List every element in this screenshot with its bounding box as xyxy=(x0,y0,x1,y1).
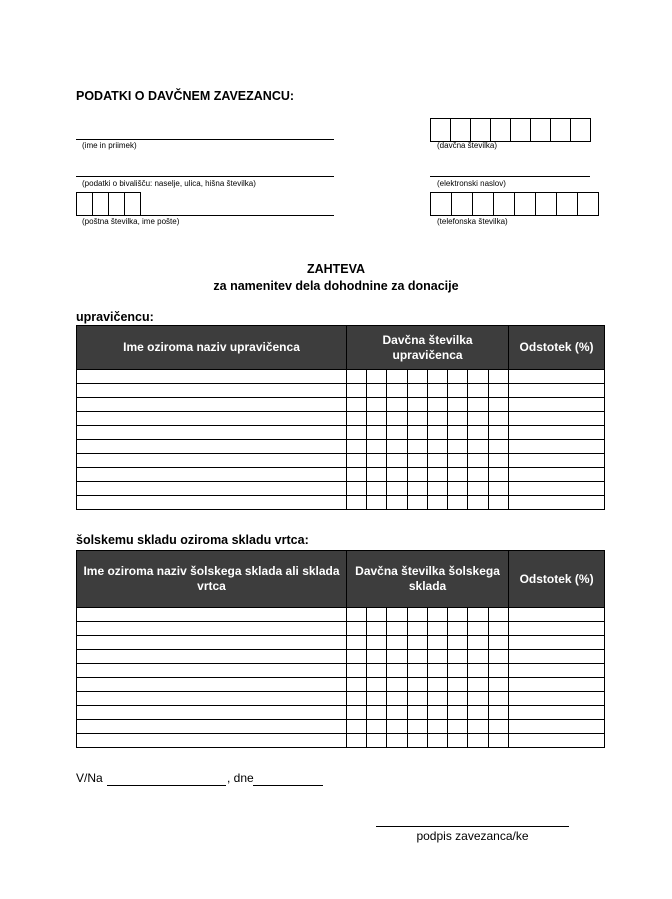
beneficiary-tax-digit-cell[interactable] xyxy=(408,384,428,398)
beneficiary-row xyxy=(77,426,605,440)
beneficiary-tax-digit-cell[interactable] xyxy=(408,468,428,482)
school-fund-tax-digit-cell[interactable] xyxy=(489,720,509,734)
school-fund-tax-digit-cell[interactable] xyxy=(468,622,489,636)
beneficiary-tax-digit-cell[interactable] xyxy=(367,370,387,384)
school-fund-tax-digit-cell[interactable] xyxy=(448,720,468,734)
school-fund-name-cell[interactable] xyxy=(77,664,347,678)
signature-label: podpis zavezanca/ke xyxy=(416,829,529,843)
beneficiary-tax-digit-cell[interactable] xyxy=(428,440,448,454)
beneficiary-tax-digit-cell[interactable] xyxy=(428,412,448,426)
beneficiary-tax-digit-cell[interactable] xyxy=(367,496,387,510)
school-fund-percent-cell[interactable] xyxy=(509,664,605,678)
school-fund-tax-digit-cell[interactable] xyxy=(428,692,448,706)
school-fund-tax-digit-cell[interactable] xyxy=(468,608,489,622)
beneficiary-percent-cell[interactable] xyxy=(509,440,605,454)
beneficiary-tax-digit-cell[interactable] xyxy=(428,496,448,510)
beneficiary-tax-digit-cell[interactable] xyxy=(347,468,367,482)
school-fund-percent-cell[interactable] xyxy=(509,608,605,622)
beneficiary-tax-digit-cell[interactable] xyxy=(428,454,448,468)
beneficiary-tax-digit-cell[interactable] xyxy=(448,370,468,384)
beneficiary-row xyxy=(77,496,605,510)
beneficiary-percent-cell[interactable] xyxy=(509,412,605,426)
beneficiary-name-cell[interactable] xyxy=(77,440,347,454)
phone-field-label: (telefonska številka) xyxy=(437,217,508,226)
tax-number-boxes[interactable] xyxy=(430,118,591,142)
taxpayer-section-title: PODATKI O DAVČNEM ZAVEZANCU: xyxy=(76,89,295,103)
beneficiary-tax-digit-cell[interactable] xyxy=(489,384,509,398)
email-field-label: (elektronski naslov) xyxy=(437,179,506,188)
school-fund-tax-digit-cell[interactable] xyxy=(489,608,509,622)
beneficiary-name-cell[interactable] xyxy=(77,412,347,426)
school-fund-tax-digit-cell[interactable] xyxy=(367,678,387,692)
school-fund-percent-cell[interactable] xyxy=(509,622,605,636)
place-label: V/Na xyxy=(76,771,103,785)
school-fund-tax-header: Davčna številka šolskega sklada xyxy=(347,551,509,608)
beneficiary-tax-digit-cell[interactable] xyxy=(468,468,489,482)
school-fund-tax-digit-cell[interactable] xyxy=(489,664,509,678)
school-fund-percent-header: Odstotek (%) xyxy=(509,551,605,608)
school-fund-tax-digit-cell[interactable] xyxy=(428,706,448,720)
beneficiary-tax-digit-cell[interactable] xyxy=(347,482,367,496)
request-title: ZAHTEVA xyxy=(306,262,366,276)
school-fund-tax-digit-cell[interactable] xyxy=(408,608,428,622)
beneficiary-tax-digit-cell[interactable] xyxy=(448,496,468,510)
school-fund-tax-digit-cell[interactable] xyxy=(448,678,468,692)
school-fund-tax-digit-cell[interactable] xyxy=(387,720,408,734)
beneficiary-tax-digit-cell[interactable] xyxy=(408,412,428,426)
school-fund-name-cell[interactable] xyxy=(77,734,347,748)
beneficiary-tax-digit-cell[interactable] xyxy=(448,384,468,398)
school-fund-row xyxy=(77,636,605,650)
school-fund-row xyxy=(77,608,605,622)
beneficiary-tax-digit-cell[interactable] xyxy=(367,440,387,454)
school-fund-tax-digit-cell[interactable] xyxy=(468,664,489,678)
beneficiary-tax-digit-cell[interactable] xyxy=(387,384,408,398)
school-fund-tax-digit-cell[interactable] xyxy=(408,692,428,706)
school-fund-tax-digit-cell[interactable] xyxy=(347,636,367,650)
school-fund-tax-digit-cell[interactable] xyxy=(468,678,489,692)
school-fund-tax-digit-cell[interactable] xyxy=(468,650,489,664)
beneficiary-name-cell[interactable] xyxy=(77,384,347,398)
beneficiary-tax-digit-cell[interactable] xyxy=(428,384,448,398)
beneficiary-tax-digit-cell[interactable] xyxy=(468,496,489,510)
school-fund-tax-digit-cell[interactable] xyxy=(448,734,468,748)
beneficiary-row xyxy=(77,412,605,426)
school-fund-tax-digit-cell[interactable] xyxy=(448,706,468,720)
beneficiary-tax-digit-cell[interactable] xyxy=(468,426,489,440)
beneficiary-name-cell[interactable] xyxy=(77,398,347,412)
beneficiary-tax-digit-cell[interactable] xyxy=(367,482,387,496)
beneficiary-tax-digit-cell[interactable] xyxy=(387,412,408,426)
beneficiary-percent-cell[interactable] xyxy=(509,468,605,482)
beneficiary-tax-digit-cell[interactable] xyxy=(347,440,367,454)
school-fund-tax-digit-cell[interactable] xyxy=(367,636,387,650)
school-fund-tax-digit-cell[interactable] xyxy=(489,692,509,706)
school-fund-tax-digit-cell[interactable] xyxy=(448,664,468,678)
school-fund-tax-digit-cell[interactable] xyxy=(387,608,408,622)
beneficiary-tax-digit-cell[interactable] xyxy=(387,454,408,468)
school-fund-tax-digit-cell[interactable] xyxy=(347,706,367,720)
school-fund-tax-digit-cell[interactable] xyxy=(387,636,408,650)
beneficiary-tax-digit-cell[interactable] xyxy=(468,384,489,398)
school-fund-tax-digit-cell[interactable] xyxy=(428,664,448,678)
beneficiary-tax-digit-cell[interactable] xyxy=(347,454,367,468)
school-fund-tax-digit-cell[interactable] xyxy=(367,650,387,664)
school-fund-tax-digit-cell[interactable] xyxy=(367,664,387,678)
tax-number-label: (davčna številka) xyxy=(437,141,498,150)
beneficiary-row xyxy=(77,454,605,468)
beneficiary-tax-digit-cell[interactable] xyxy=(448,468,468,482)
beneficiary-tax-digit-cell[interactable] xyxy=(468,454,489,468)
school-fund-name-cell[interactable] xyxy=(77,608,347,622)
school-fund-percent-cell[interactable] xyxy=(509,734,605,748)
beneficiary-percent-cell[interactable] xyxy=(509,426,605,440)
beneficiary-tax-digit-cell[interactable] xyxy=(489,482,509,496)
beneficiary-tax-digit-cell[interactable] xyxy=(448,426,468,440)
beneficiary-tax-digit-cell[interactable] xyxy=(347,384,367,398)
beneficiary-percent-cell[interactable] xyxy=(509,482,605,496)
school-fund-tax-digit-cell[interactable] xyxy=(468,636,489,650)
beneficiary-tax-digit-cell[interactable] xyxy=(448,440,468,454)
beneficiary-tax-digit-cell[interactable] xyxy=(489,468,509,482)
beneficiary-name-cell[interactable] xyxy=(77,468,347,482)
school-fund-tax-digit-cell[interactable] xyxy=(387,678,408,692)
beneficiary-tax-digit-cell[interactable] xyxy=(468,398,489,412)
beneficiary-tax-digit-cell[interactable] xyxy=(489,496,509,510)
beneficiary-name-cell[interactable] xyxy=(77,426,347,440)
school-fund-tax-digit-cell[interactable] xyxy=(367,706,387,720)
school-fund-tax-digit-cell[interactable] xyxy=(367,734,387,748)
school-fund-percent-cell[interactable] xyxy=(509,720,605,734)
date-label: , dne xyxy=(227,771,254,785)
school-fund-tax-digit-cell[interactable] xyxy=(387,706,408,720)
school-fund-tax-digit-cell[interactable] xyxy=(387,734,408,748)
school-fund-tax-digit-cell[interactable] xyxy=(448,608,468,622)
school-fund-tax-digit-cell[interactable] xyxy=(347,678,367,692)
school-fund-tax-digit-cell[interactable] xyxy=(428,720,448,734)
school-fund-tax-digit-cell[interactable] xyxy=(489,650,509,664)
school-fund-row xyxy=(77,664,605,678)
beneficiary-tax-digit-cell[interactable] xyxy=(387,482,408,496)
school-fund-name-cell[interactable] xyxy=(77,706,347,720)
beneficiary-tax-digit-cell[interactable] xyxy=(387,468,408,482)
school-fund-tax-digit-cell[interactable] xyxy=(468,706,489,720)
beneficiary-tax-digit-cell[interactable] xyxy=(347,496,367,510)
beneficiary-percent-cell[interactable] xyxy=(509,370,605,384)
school-fund-name-cell[interactable] xyxy=(77,650,347,664)
beneficiary-percent-header: Odstotek (%) xyxy=(509,326,605,370)
request-subtitle: za namenitev dela dohodnine za donacije xyxy=(213,279,459,293)
beneficiary-tax-digit-cell[interactable] xyxy=(387,496,408,510)
beneficiary-tax-digit-cell[interactable] xyxy=(408,426,428,440)
phone-number-boxes[interactable] xyxy=(430,192,599,216)
beneficiary-row xyxy=(77,440,605,454)
beneficiary-percent-cell[interactable] xyxy=(509,398,605,412)
school-fund-tax-digit-cell[interactable] xyxy=(367,608,387,622)
beneficiary-tax-digit-cell[interactable] xyxy=(489,398,509,412)
school-fund-tax-digit-cell[interactable] xyxy=(428,734,448,748)
beneficiary-tax-digit-cell[interactable] xyxy=(408,496,428,510)
beneficiary-row xyxy=(77,468,605,482)
signature-line[interactable] xyxy=(376,826,569,827)
beneficiary-row xyxy=(77,398,605,412)
school-fund-row xyxy=(77,622,605,636)
beneficiary-row xyxy=(77,370,605,384)
beneficiary-tax-digit-cell[interactable] xyxy=(367,468,387,482)
beneficiary-tax-digit-cell[interactable] xyxy=(489,440,509,454)
school-fund-table xyxy=(76,550,605,748)
school-fund-percent-cell[interactable] xyxy=(509,678,605,692)
school-fund-name-cell[interactable] xyxy=(77,720,347,734)
beneficiary-row xyxy=(77,482,605,496)
beneficiary-tax-digit-cell[interactable] xyxy=(347,370,367,384)
school-fund-percent-cell[interactable] xyxy=(509,650,605,664)
school-fund-tax-digit-cell[interactable] xyxy=(387,692,408,706)
school-fund-tax-digit-cell[interactable] xyxy=(489,622,509,636)
date-field-line[interactable] xyxy=(253,785,323,786)
school-fund-tax-digit-cell[interactable] xyxy=(387,664,408,678)
email-field-line[interactable] xyxy=(430,176,590,177)
beneficiary-tax-digit-cell[interactable] xyxy=(347,412,367,426)
beneficiary-tax-digit-cell[interactable] xyxy=(489,426,509,440)
beneficiary-name-cell[interactable] xyxy=(77,482,347,496)
beneficiary-tax-digit-cell[interactable] xyxy=(448,398,468,412)
school-fund-tax-digit-cell[interactable] xyxy=(468,692,489,706)
beneficiary-name-cell[interactable] xyxy=(77,454,347,468)
beneficiary-tax-digit-cell[interactable] xyxy=(489,454,509,468)
beneficiary-tax-digit-cell[interactable] xyxy=(347,426,367,440)
name-field-line[interactable] xyxy=(76,139,334,140)
beneficiary-tax-digit-cell[interactable] xyxy=(387,426,408,440)
beneficiary-tax-digit-cell[interactable] xyxy=(428,426,448,440)
beneficiary-percent-cell[interactable] xyxy=(509,454,605,468)
school-fund-name-header: Ime oziroma naziv šolskega sklada ali sklada vrtca xyxy=(77,551,347,608)
school-fund-tax-digit-cell[interactable] xyxy=(428,622,448,636)
school-fund-tax-digit-cell[interactable] xyxy=(347,692,367,706)
beneficiary-tax-digit-cell[interactable] xyxy=(408,370,428,384)
beneficiary-name-cell[interactable] xyxy=(77,370,347,384)
school-fund-tax-digit-cell[interactable] xyxy=(347,650,367,664)
beneficiary-table xyxy=(76,325,605,510)
school-fund-tax-digit-cell[interactable] xyxy=(347,720,367,734)
school-fund-row xyxy=(77,692,605,706)
name-field-label: (ime in priimek) xyxy=(82,141,137,150)
beneficiary-tax-digit-cell[interactable] xyxy=(489,370,509,384)
school-fund-percent-cell[interactable] xyxy=(509,692,605,706)
school-fund-tax-digit-cell[interactable] xyxy=(489,678,509,692)
beneficiary-tax-digit-cell[interactable] xyxy=(489,412,509,426)
school-fund-tax-digit-cell[interactable] xyxy=(347,664,367,678)
school-fund-tax-digit-cell[interactable] xyxy=(428,636,448,650)
school-fund-name-cell[interactable] xyxy=(77,636,347,650)
school-fund-tax-digit-cell[interactable] xyxy=(428,678,448,692)
beneficiary-tax-digit-cell[interactable] xyxy=(408,482,428,496)
beneficiary-tax-digit-cell[interactable] xyxy=(428,468,448,482)
school-fund-tax-digit-cell[interactable] xyxy=(448,636,468,650)
postal-number-boxes[interactable] xyxy=(76,192,141,216)
school-fund-tax-digit-cell[interactable] xyxy=(408,650,428,664)
beneficiary-tax-digit-cell[interactable] xyxy=(448,454,468,468)
school-fund-tax-digit-cell[interactable] xyxy=(489,734,509,748)
school-fund-tax-digit-cell[interactable] xyxy=(468,720,489,734)
beneficiary-tax-digit-cell[interactable] xyxy=(408,440,428,454)
beneficiary-tax-digit-cell[interactable] xyxy=(367,426,387,440)
beneficiary-tax-digit-cell[interactable] xyxy=(428,482,448,496)
beneficiary-tax-digit-cell[interactable] xyxy=(367,412,387,426)
school-fund-name-cell[interactable] xyxy=(77,622,347,636)
school-fund-tax-digit-cell[interactable] xyxy=(408,678,428,692)
beneficiary-tax-digit-cell[interactable] xyxy=(428,370,448,384)
school-fund-row xyxy=(77,678,605,692)
school-fund-tax-digit-cell[interactable] xyxy=(448,622,468,636)
school-fund-row xyxy=(77,650,605,664)
school-fund-row xyxy=(77,706,605,720)
beneficiary-row xyxy=(77,384,605,398)
beneficiary-name-cell[interactable] xyxy=(77,496,347,510)
beneficiary-tax-digit-cell[interactable] xyxy=(367,384,387,398)
beneficiary-percent-cell[interactable] xyxy=(509,384,605,398)
school-fund-tax-digit-cell[interactable] xyxy=(387,622,408,636)
school-fund-row xyxy=(77,734,605,748)
beneficiary-tax-digit-cell[interactable] xyxy=(347,398,367,412)
postal-field-line[interactable] xyxy=(76,215,334,216)
school-fund-tax-digit-cell[interactable] xyxy=(408,622,428,636)
school-fund-tax-digit-cell[interactable] xyxy=(428,608,448,622)
school-fund-tax-digit-cell[interactable] xyxy=(347,622,367,636)
residence-field-label: (podatki o bivališču: naselje, ulica, hišna številka) xyxy=(82,179,256,188)
school-fund-tax-digit-cell[interactable] xyxy=(367,692,387,706)
beneficiary-tax-digit-cell[interactable] xyxy=(367,454,387,468)
school-fund-row xyxy=(77,720,605,734)
school-fund-percent-cell[interactable] xyxy=(509,706,605,720)
place-field-line[interactable] xyxy=(107,785,226,786)
beneficiary-tax-digit-cell[interactable] xyxy=(387,440,408,454)
school-fund-tax-digit-cell[interactable] xyxy=(367,720,387,734)
beneficiary-tax-header: Davčna številka upravičenca xyxy=(347,326,509,370)
school-fund-tax-digit-cell[interactable] xyxy=(408,664,428,678)
school-fund-tax-digit-cell[interactable] xyxy=(408,636,428,650)
school-fund-tax-digit-cell[interactable] xyxy=(408,720,428,734)
beneficiary-tax-digit-cell[interactable] xyxy=(468,440,489,454)
postal-field-label: (poštna številka, ime pošte) xyxy=(82,217,180,226)
beneficiary-tax-digit-cell[interactable] xyxy=(428,398,448,412)
beneficiary-tax-digit-cell[interactable] xyxy=(448,482,468,496)
school-fund-tax-digit-cell[interactable] xyxy=(367,622,387,636)
beneficiary-tax-digit-cell[interactable] xyxy=(408,454,428,468)
beneficiary-tax-digit-cell[interactable] xyxy=(468,482,489,496)
school-fund-name-cell[interactable] xyxy=(77,678,347,692)
residence-field-line[interactable] xyxy=(76,176,334,177)
school-fund-tax-digit-cell[interactable] xyxy=(408,734,428,748)
school-fund-tax-digit-cell[interactable] xyxy=(428,650,448,664)
beneficiary-tax-digit-cell[interactable] xyxy=(468,412,489,426)
beneficiary-heading: upravičencu: xyxy=(76,310,154,324)
beneficiary-tax-digit-cell[interactable] xyxy=(448,412,468,426)
school-fund-tax-digit-cell[interactable] xyxy=(448,692,468,706)
beneficiary-percent-cell[interactable] xyxy=(509,496,605,510)
school-fund-heading: šolskemu skladu oziroma skladu vrtca: xyxy=(76,533,309,547)
school-fund-tax-digit-cell[interactable] xyxy=(489,706,509,720)
beneficiary-tax-digit-cell[interactable] xyxy=(408,398,428,412)
beneficiary-tax-digit-cell[interactable] xyxy=(367,398,387,412)
school-fund-tax-digit-cell[interactable] xyxy=(347,734,367,748)
school-fund-tax-digit-cell[interactable] xyxy=(347,608,367,622)
school-fund-tax-digit-cell[interactable] xyxy=(408,706,428,720)
school-fund-name-cell[interactable] xyxy=(77,692,347,706)
school-fund-tax-digit-cell[interactable] xyxy=(489,636,509,650)
school-fund-percent-cell[interactable] xyxy=(509,636,605,650)
school-fund-tax-digit-cell[interactable] xyxy=(448,650,468,664)
school-fund-tax-digit-cell[interactable] xyxy=(468,734,489,748)
beneficiary-tax-digit-cell[interactable] xyxy=(387,370,408,384)
beneficiary-tax-digit-cell[interactable] xyxy=(468,370,489,384)
beneficiary-tax-digit-cell[interactable] xyxy=(387,398,408,412)
school-fund-tax-digit-cell[interactable] xyxy=(387,650,408,664)
beneficiary-name-header: Ime oziroma naziv upravičenca xyxy=(77,326,347,370)
